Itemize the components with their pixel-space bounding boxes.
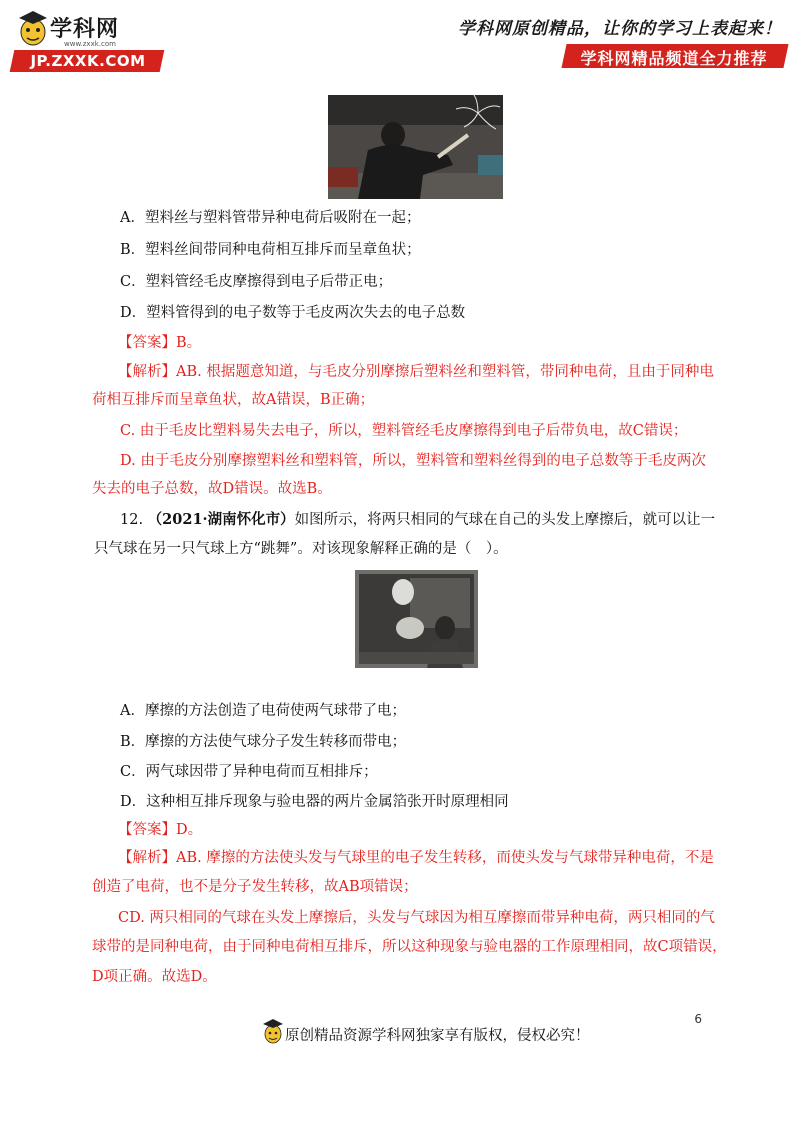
header-slogan: 学科网原创精品，让你的学习上表起来！ — [458, 19, 782, 39]
figure-balloons — [355, 570, 478, 668]
q11-option-a: A．塑料丝与塑料管带异种电荷后吸附在一起； — [120, 210, 421, 226]
q12-analysis-line: CD. 两只相同的气球在头发上摩擦后，头发与气球因为相互摩擦而带异种电荷，两只相同的气 — [118, 910, 715, 926]
q12-stem-text: 如图所示，将两只相同的气球在自己的头发上摩擦后，就可以让一 — [294, 512, 716, 528]
page-number: 6 — [694, 1012, 702, 1026]
q11-analysis-line: 荷相互排斥而呈章鱼状，故A错误，B正确； — [92, 392, 375, 408]
q11-analysis-line: D. 由于毛皮分别摩擦塑料丝和塑料管，所以，塑料管和塑料丝得到的电子总数等于毛皮两次 — [120, 453, 706, 469]
q12-analysis-line: D项正确。故选D。 — [92, 969, 217, 985]
q12-option-d: D．这种相互排斥现象与验电器的两片金属箔张开时原理相同 — [120, 794, 509, 810]
q12-source: （2021·湖南怀化市） — [147, 511, 295, 528]
q11-option-b: B．塑料丝间带同种电荷相互排斥而呈章鱼状； — [120, 242, 421, 258]
q12-answer: 【答案】D。 — [118, 822, 203, 838]
q11-answer: 【答案】B。 — [118, 335, 202, 351]
recommend-banner[interactable]: 学科网精品频道全力推荐 — [580, 49, 768, 68]
q11-option-c: C．塑料管经毛皮摩擦得到电子后带正电； — [120, 274, 393, 290]
q11-option-d: D．塑料管得到的电子数等于毛皮两次失去的电子总数 — [120, 305, 466, 321]
q12-analysis-line: 球带的是同种电荷，由于同种电荷相互排斥，所以这种现象与验电器的工作原理相同，故C项错误， — [92, 939, 727, 955]
q12-number: 12. — [120, 512, 144, 528]
logo-small-url: www.zxxk.com — [64, 40, 116, 48]
figure-octopus-experiment — [328, 95, 503, 199]
mascot-icon — [16, 8, 50, 48]
q12-option-b: B．摩擦的方法使气球分子发生转移而带电； — [120, 734, 407, 750]
mascot-icon — [262, 1016, 284, 1046]
logo-name: 学科网 — [50, 17, 120, 42]
q12-analysis-line: 创造了电荷，也不是分子发生转移，故AB项错误； — [92, 879, 418, 895]
q12-option-a: A．摩擦的方法创造了电荷使两气球带了电； — [120, 703, 406, 719]
q11-analysis-line: C. 由于毛皮比塑料易失去电子，所以，塑料管经毛皮摩擦得到电子后带负电，故C错误； — [120, 423, 688, 439]
logo[interactable] — [12, 8, 162, 70]
q12-stem-line2: 只气球在另一只气球上方“跳舞”。对该现象解释正确的是（ ）。 — [94, 541, 508, 557]
q11-analysis-line: 【解析】AB. 根据题意知道，与毛皮分别摩擦后塑料丝和塑料管，带同种电荷，且由于同种电 — [118, 364, 714, 380]
q11-analysis-line: 失去的电子总数，故D错误。故选B。 — [92, 481, 332, 497]
q12-stem — [120, 510, 715, 530]
logo-url: JP.ZXXK.COM — [30, 52, 146, 70]
q12-analysis-line: 【解析】AB. 摩擦的方法使头发与气球里的电子发生转移，而使头发与气球带异种电荷，不是 — [118, 850, 714, 866]
footer-copyright: 原创精品资源学科网独家享有版权，侵权必究！ — [285, 1028, 590, 1044]
q12-option-c: C．两气球因带了异种电荷而互相排斥； — [120, 764, 378, 780]
